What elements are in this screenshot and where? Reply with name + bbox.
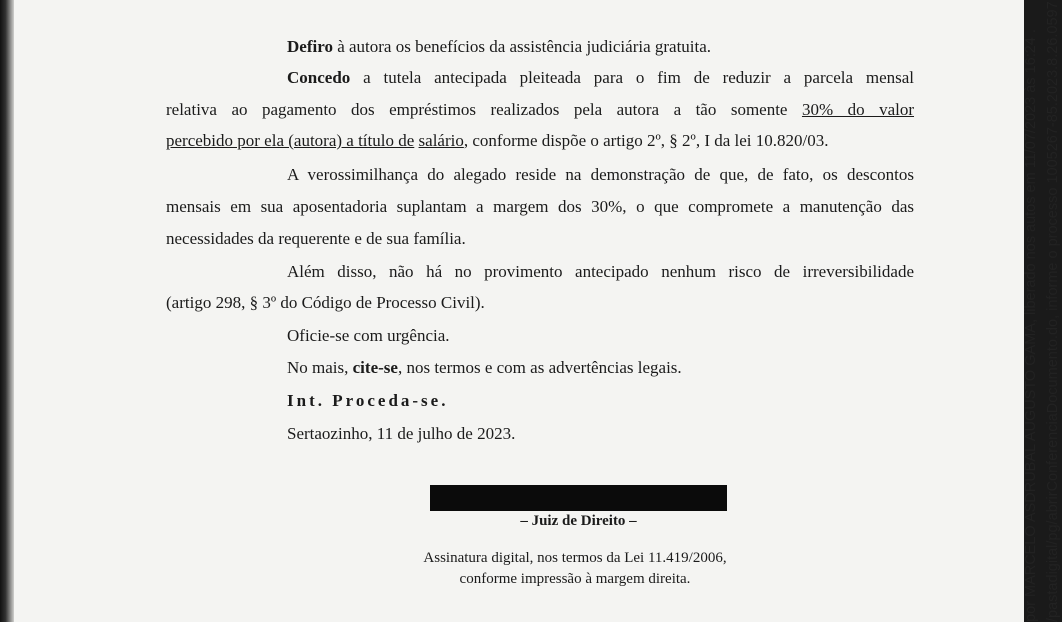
paragraph-defiro: Defiro à autora os benefícios da assistência judiciária gratuita. (287, 37, 712, 56)
paragraph-verossimilhanca-line1: A verossimilhança do alegado reside na demonstração de que, de fato, os descontos (287, 165, 914, 184)
paragraph-irreversibilidade-line2: (artigo 298, § 3º do Código de Processo Civil). (166, 293, 485, 312)
paragraph-concedo-line3: percebido por ela (autora) a título de salário, conforme dispõe o artigo 2º, § 2º, I da lei 10.820/03. (166, 131, 829, 150)
digital-signature-note-line1: Assinatura digital, nos termos da Lei 11.419/2006, (423, 550, 727, 566)
margin-signature-stamp (942, 0, 1061, 622)
margin-stamp-line1: por MARCELO ASDRUBAL AUGUSTO GAMA, liberado nos autos em 11/07/2023 às 16:24 . (1023, 29, 1039, 622)
redacted-name-block (430, 485, 727, 511)
judge-title: – Juiz de Direito – (520, 513, 637, 529)
bold-term: Defiro (287, 37, 333, 56)
paragraph-proceda: Int. Proceda-se. (287, 391, 449, 410)
paragraph-concedo-line2: relativa ao pagamento dos empréstimos realizados pela autora a tão somente 30% do valor (166, 100, 915, 119)
bold-term: Concedo (287, 68, 351, 87)
paragraph-oficie: Oficie-se com urgência. (287, 326, 450, 345)
paragraph-verossimilhanca-line3: necessidades da requerente e de sua família. (166, 229, 466, 248)
digital-signature-note-line2: conforme impressão à margem direita. (459, 571, 691, 587)
margin-stamp-text (1022, 0, 1062, 622)
paragraph-cite: No mais, cite-se, nos termos e com as advertências legais. (287, 358, 682, 377)
paragraph-concedo-line1: Concedo a tutela antecipada pleiteada para o fim de reduzir a parcela mensal (287, 68, 914, 87)
place-date: Sertaozinho, 11 de julho de 2023. (287, 424, 516, 443)
margin-stamp-line2: /pastadigital/pg/abrirConferenciaDocumento.do, informe o processo 1005267-85.2023.8.26.0597 (1045, 1, 1061, 622)
bold-term: cite-se (352, 358, 398, 377)
paragraph-verossimilhanca-line2: mensais em sua aposentadoria suplantam a margem dos 30%, o que compromete a manutenção das (166, 197, 914, 216)
paragraph-irreversibilidade-line1: Além disso, não há no provimento antecipado nenhum risco de irreversibilidade (287, 262, 914, 281)
